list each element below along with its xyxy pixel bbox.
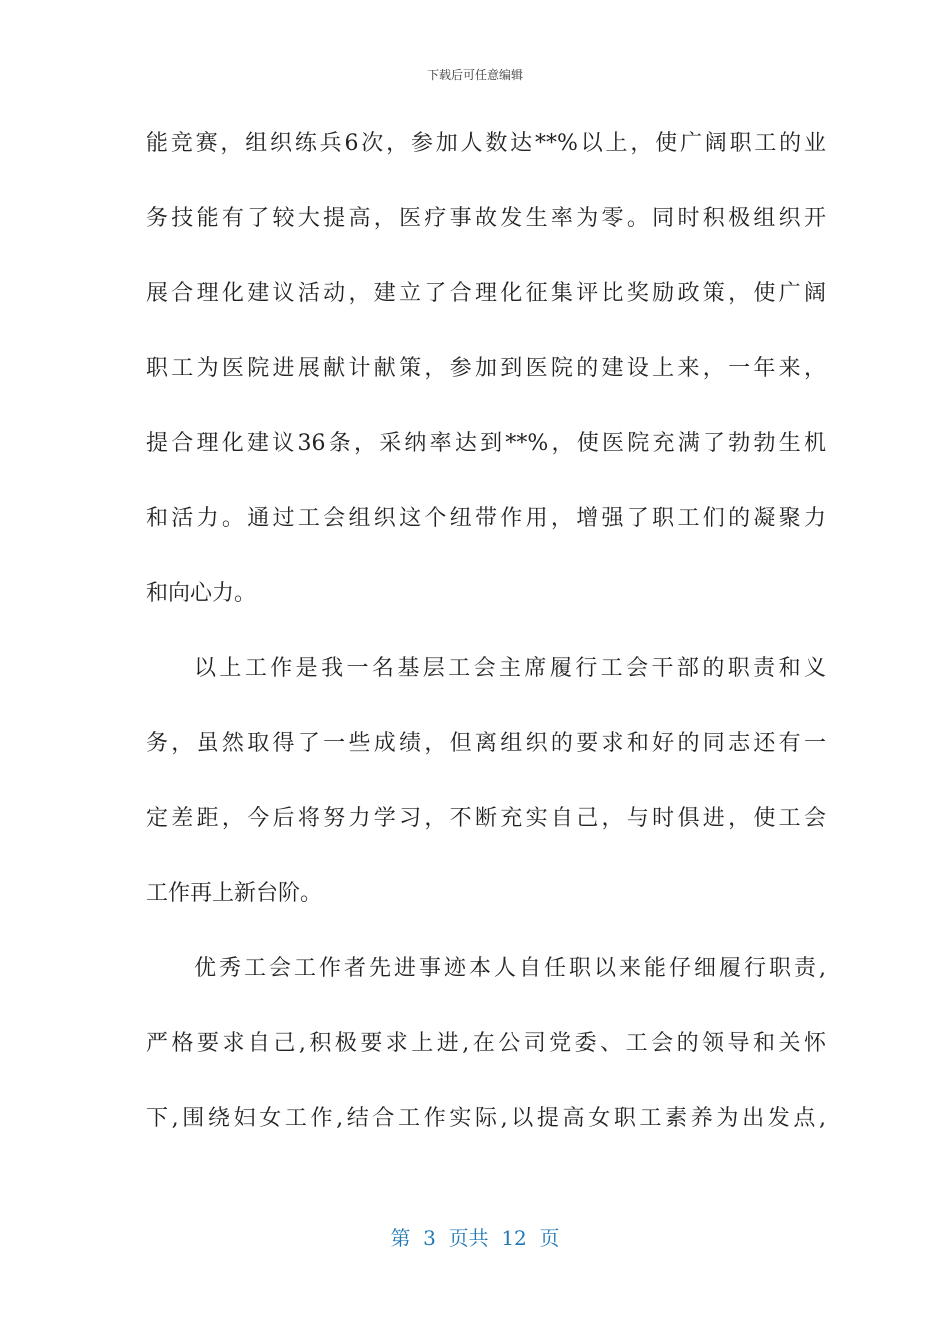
paragraph-3-line-3: 下,围绕妇女工作,结合工作实际,以提高女职工素养为出发点, (146, 1106, 826, 1131)
paragraph-2-line-2: 务，虽然取得了一些成绩，但离组织的要求和好的同志还有一 (146, 731, 826, 756)
paragraph-1-line-1: 能竞赛，组织练兵6次，参加人数达**%以上，使广阔职工的业 (146, 131, 826, 156)
paragraph-1-line-2: 务技能有了较大提高，医疗事故发生率为零。同时积极组织开 (146, 206, 826, 231)
paragraph-2-line-1: 以上工作是我一名基层工会主席履行工会干部的职责和义 (194, 656, 826, 681)
paragraph-1-line-3: 展合理化建议活动，建立了合理化征集评比奖励政策，使广阔 (146, 281, 826, 306)
page-header: 下载后可任意编辑 (426, 68, 523, 82)
paragraph-1-line-7: 和向心力。 (146, 581, 257, 606)
paragraph-1-line-5: 提合理化建议36条，采纳率达到**%，使医院充满了勃勃生机 (146, 431, 826, 456)
paragraph-2-line-3: 定差距，今后将努力学习，不断充实自己，与时俱进，使工会 (146, 806, 826, 831)
paragraph-3-line-2: 严格要求自己,积极要求上进,在公司党委、工会的领导和关怀 (146, 1031, 826, 1056)
page-number-footer: 第 3 页共 12 页 (390, 1226, 560, 1250)
paragraph-3-line-1: 优秀工会工作者先进事迹本人自任职以来能仔细履行职责, (194, 956, 826, 981)
paragraph-1-line-6: 和活力。通过工会组织这个纽带作用，增强了职工们的凝聚力 (146, 506, 826, 531)
paragraph-1-line-4: 职工为医院进展献计献策，参加到医院的建设上来，一年来， (146, 356, 826, 381)
document-body (146, 120, 826, 1170)
paragraph-2-line-4: 工作再上新台阶。 (146, 881, 323, 906)
